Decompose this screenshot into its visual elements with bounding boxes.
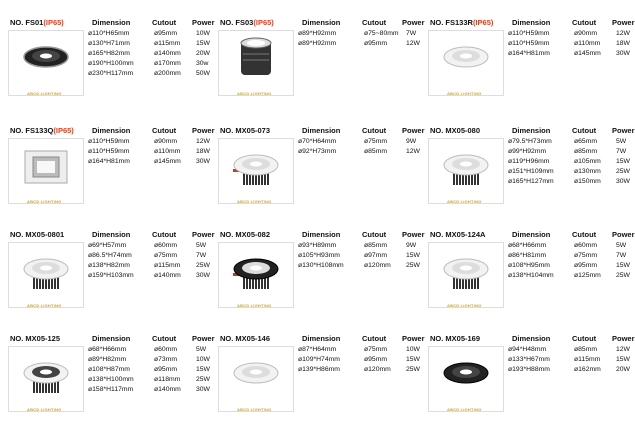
spec-row bbox=[4, 376, 214, 386]
power-value: 20W bbox=[616, 366, 630, 373]
spec-row bbox=[4, 158, 214, 168]
product-header bbox=[214, 16, 424, 28]
dimension-value: ø92*H73mm bbox=[298, 148, 337, 155]
product-header bbox=[214, 332, 424, 344]
dimension-value: ø87*H64mm bbox=[298, 346, 337, 353]
brand-logo: ABCD LIGHTING bbox=[237, 199, 272, 204]
power-value: 12W bbox=[616, 30, 630, 37]
product-name bbox=[430, 230, 485, 239]
cutout-value: ø75~80mm bbox=[364, 30, 399, 37]
cutout-header: Cutout bbox=[152, 230, 177, 239]
dimension-value: ø94*H48mm bbox=[508, 346, 547, 353]
power-value: 7W bbox=[616, 148, 627, 155]
dimension-value: ø110*H59mm bbox=[508, 40, 550, 47]
cutout-value: ø60mm bbox=[154, 242, 178, 249]
brand-logo: ABCD LIGHTING bbox=[27, 407, 62, 412]
cutout-value: ø162mm bbox=[574, 366, 601, 373]
cutout-value: ø75mm bbox=[154, 252, 178, 259]
cutout-value: ø140mm bbox=[154, 386, 181, 393]
dimension-header: Dimension bbox=[302, 126, 341, 135]
power-value: 50W bbox=[196, 70, 210, 77]
power-header: Power bbox=[192, 126, 215, 135]
product-model: MX05-0801 bbox=[25, 230, 65, 239]
cutout-value: ø97mm bbox=[364, 252, 388, 259]
dimension-value: ø190*H100mm bbox=[88, 60, 134, 67]
product-name bbox=[430, 18, 493, 27]
spec-row bbox=[214, 148, 424, 158]
brand-logo: ABCD LIGHTING bbox=[27, 303, 62, 308]
product-name bbox=[430, 126, 480, 135]
power-value: 5W bbox=[196, 346, 207, 353]
power-value: 7W bbox=[196, 252, 207, 259]
cutout-value: ø95mm bbox=[574, 262, 598, 269]
cutout-header: Cutout bbox=[362, 230, 387, 239]
cutout-value: ø115mm bbox=[574, 356, 601, 363]
spec-row bbox=[214, 242, 424, 252]
product-header bbox=[424, 332, 634, 344]
spec-row bbox=[4, 40, 214, 50]
cutout-header: Cutout bbox=[572, 18, 597, 27]
product-card bbox=[214, 228, 424, 324]
product-name bbox=[10, 18, 64, 27]
product-model: MX05-073 bbox=[235, 126, 271, 135]
product-no-label: NO. bbox=[10, 230, 26, 239]
power-value: 18W bbox=[616, 40, 630, 47]
power-header: Power bbox=[402, 18, 425, 27]
product-card bbox=[214, 332, 424, 428]
spec-row bbox=[214, 356, 424, 366]
spec-row bbox=[4, 30, 214, 40]
power-header: Power bbox=[192, 18, 215, 27]
product-model: FS03 bbox=[235, 18, 254, 27]
product-model: MX05-169 bbox=[445, 334, 481, 343]
cutout-value: ø60mm bbox=[154, 346, 178, 353]
power-value: 15W bbox=[616, 262, 630, 269]
dimension-value: ø108*H87mm bbox=[88, 366, 130, 373]
power-value: 15W bbox=[616, 356, 630, 363]
product-name bbox=[220, 334, 270, 343]
spec-row bbox=[4, 356, 214, 366]
spec-row bbox=[4, 148, 214, 158]
product-card bbox=[214, 16, 424, 112]
power-value: 10W bbox=[406, 346, 420, 353]
dimension-value: ø130*H71mm bbox=[88, 40, 130, 47]
brand-logo: ABCD LIGHTING bbox=[237, 407, 272, 412]
dimension-header: Dimension bbox=[512, 126, 551, 135]
power-header: Power bbox=[402, 334, 425, 343]
cutout-header: Cutout bbox=[362, 18, 387, 27]
product-card bbox=[4, 16, 214, 112]
spec-row bbox=[4, 242, 214, 252]
spec-row bbox=[424, 50, 634, 60]
spec-row bbox=[4, 70, 214, 80]
cutout-header: Cutout bbox=[572, 334, 597, 343]
product-model: MX05-080 bbox=[445, 126, 481, 135]
product-no-label: NO. bbox=[430, 126, 446, 135]
spec-row bbox=[214, 138, 424, 148]
power-value: 10W bbox=[196, 30, 210, 37]
product-no-label: NO. bbox=[220, 126, 236, 135]
cutout-value: ø110mm bbox=[574, 40, 601, 47]
product-header bbox=[4, 16, 214, 28]
power-value: 12W bbox=[406, 40, 420, 47]
dimension-header: Dimension bbox=[92, 126, 131, 135]
cutout-value: ø90mm bbox=[154, 138, 178, 145]
cutout-value: ø170mm bbox=[154, 60, 181, 67]
cutout-header: Cutout bbox=[572, 126, 597, 135]
dimension-header: Dimension bbox=[302, 334, 341, 343]
product-card bbox=[4, 124, 214, 220]
cutout-value: ø75mm bbox=[364, 346, 388, 353]
cutout-value: ø115mm bbox=[154, 262, 181, 269]
cutout-value: ø125mm bbox=[574, 272, 601, 279]
dimension-value: ø138*H104mm bbox=[508, 272, 554, 279]
cutout-value: ø60mm bbox=[574, 242, 598, 249]
spec-row bbox=[4, 50, 214, 60]
spec-row bbox=[424, 272, 634, 282]
brand-logo: ABCD LIGHTING bbox=[27, 91, 62, 96]
dimension-value: ø110*H59mm bbox=[508, 30, 550, 37]
power-value: 12W bbox=[616, 346, 630, 353]
power-value: 15W bbox=[406, 252, 420, 259]
dimension-value: ø89*H82mm bbox=[88, 356, 127, 363]
power-value: 12W bbox=[196, 138, 210, 145]
brand-logo: ABCD LIGHTING bbox=[447, 199, 482, 204]
product-no-label: NO. bbox=[220, 334, 236, 343]
power-value: 7W bbox=[406, 30, 417, 37]
dimension-value: ø89*H92mm bbox=[298, 40, 337, 47]
cutout-value: ø145mm bbox=[574, 50, 601, 57]
ip-rating: (IP65) bbox=[472, 18, 494, 27]
cutout-value: ø90mm bbox=[574, 30, 598, 37]
dimension-value: ø151*H109mm bbox=[508, 168, 554, 175]
dimension-value: ø158*H117mm bbox=[88, 386, 134, 393]
spec-row bbox=[4, 60, 214, 70]
cutout-value: ø85mm bbox=[574, 346, 598, 353]
dimension-value: ø89*H92mm bbox=[298, 30, 337, 37]
dimension-header: Dimension bbox=[302, 230, 341, 239]
product-name bbox=[10, 334, 60, 343]
product-name bbox=[10, 230, 64, 239]
product-header bbox=[4, 332, 214, 344]
dimension-value: ø133*H67mm bbox=[508, 356, 550, 363]
dimension-header: Dimension bbox=[92, 230, 131, 239]
product-model: MX05-146 bbox=[235, 334, 271, 343]
cutout-value: ø120mm bbox=[364, 262, 391, 269]
dimension-value: ø138*H100mm bbox=[88, 376, 134, 383]
cutout-value: ø140mm bbox=[154, 272, 181, 279]
dimension-header: Dimension bbox=[302, 18, 341, 27]
brand-logo: ABCD LIGHTING bbox=[447, 91, 482, 96]
product-no-label: NO. bbox=[10, 18, 26, 27]
power-value: 25W bbox=[616, 272, 630, 279]
ip-rating: (IP65) bbox=[253, 18, 274, 27]
power-value: 10W bbox=[196, 356, 210, 363]
dimension-value: ø99*H92mm bbox=[508, 148, 547, 155]
cutout-value: ø95mm bbox=[154, 366, 178, 373]
power-value: 30W bbox=[196, 386, 210, 393]
spec-row bbox=[424, 158, 634, 168]
cutout-value: ø85mm bbox=[364, 148, 388, 155]
power-value: 9W bbox=[406, 138, 417, 145]
spec-row bbox=[424, 242, 634, 252]
dimension-value: ø164*H81mm bbox=[88, 158, 130, 165]
power-value: 30w bbox=[196, 60, 209, 67]
dimension-value: ø70*H64mm bbox=[298, 138, 337, 145]
product-card bbox=[424, 228, 634, 324]
product-no-label: NO. bbox=[10, 334, 26, 343]
dimension-value: ø86*H81mm bbox=[508, 252, 547, 259]
power-value: 7W bbox=[616, 252, 627, 259]
product-card bbox=[424, 16, 634, 112]
spec-row bbox=[424, 366, 634, 376]
product-name bbox=[10, 126, 74, 135]
spec-row bbox=[214, 30, 424, 40]
cutout-value: ø105mm bbox=[574, 158, 601, 165]
spec-row bbox=[424, 168, 634, 178]
cutout-value: ø145mm bbox=[154, 158, 181, 165]
product-model: MX05-082 bbox=[235, 230, 271, 239]
product-model: MX05-125 bbox=[25, 334, 61, 343]
ip-rating: (IP65) bbox=[43, 18, 64, 27]
product-model: FS133Q bbox=[25, 126, 54, 135]
power-value: 5W bbox=[616, 242, 627, 249]
product-header bbox=[4, 228, 214, 240]
power-header: Power bbox=[192, 334, 215, 343]
product-no-label: NO. bbox=[430, 230, 446, 239]
brand-logo: ABCD LIGHTING bbox=[237, 91, 272, 96]
power-header: Power bbox=[612, 126, 635, 135]
spec-row bbox=[214, 252, 424, 262]
power-header: Power bbox=[612, 18, 635, 27]
dimension-value: ø68*H66mm bbox=[508, 242, 547, 249]
power-header: Power bbox=[402, 230, 425, 239]
power-value: 12W bbox=[406, 148, 420, 155]
cutout-header: Cutout bbox=[152, 126, 177, 135]
power-value: 25W bbox=[196, 262, 210, 269]
power-value: 25W bbox=[406, 262, 420, 269]
spec-row bbox=[424, 30, 634, 40]
product-name bbox=[430, 334, 480, 343]
spec-row bbox=[424, 148, 634, 158]
dimension-value: ø193*H88mm bbox=[508, 366, 550, 373]
product-card bbox=[4, 332, 214, 428]
cutout-value: ø115mm bbox=[154, 40, 181, 47]
dimension-header: Dimension bbox=[512, 334, 551, 343]
spec-row bbox=[424, 138, 634, 148]
spec-row bbox=[4, 346, 214, 356]
spec-row bbox=[4, 262, 214, 272]
cutout-value: ø95mm bbox=[364, 40, 388, 47]
dimension-value: ø164*H81mm bbox=[508, 50, 550, 57]
spec-row bbox=[424, 356, 634, 366]
cutout-header: Cutout bbox=[572, 230, 597, 239]
power-value: 15W bbox=[616, 158, 630, 165]
dimension-value: ø110*H59mm bbox=[88, 148, 130, 155]
power-value: 9W bbox=[406, 242, 417, 249]
product-card bbox=[424, 332, 634, 428]
power-value: 30W bbox=[196, 158, 210, 165]
product-card bbox=[4, 228, 214, 324]
power-value: 15W bbox=[196, 366, 210, 373]
cutout-value: ø95mm bbox=[364, 356, 388, 363]
spec-row bbox=[4, 366, 214, 376]
power-value: 25W bbox=[196, 376, 210, 383]
product-card bbox=[214, 124, 424, 220]
spec-row bbox=[4, 386, 214, 396]
dimension-header: Dimension bbox=[92, 18, 131, 27]
cutout-header: Cutout bbox=[152, 18, 177, 27]
dimension-value: ø86.5*H74mm bbox=[88, 252, 132, 259]
cutout-header: Cutout bbox=[362, 126, 387, 135]
dimension-value: ø109*H74mm bbox=[298, 356, 340, 363]
spec-row bbox=[4, 252, 214, 262]
power-value: 5W bbox=[616, 138, 627, 145]
spec-row bbox=[214, 346, 424, 356]
dimension-value: ø69*H57mm bbox=[88, 242, 127, 249]
spec-row bbox=[424, 262, 634, 272]
power-header: Power bbox=[612, 230, 635, 239]
dimension-value: ø105*H93mm bbox=[298, 252, 340, 259]
power-value: 30W bbox=[616, 178, 630, 185]
dimension-value: ø165*H127mm bbox=[508, 178, 554, 185]
power-value: 18W bbox=[196, 148, 210, 155]
brand-logo: ABCD LIGHTING bbox=[27, 199, 62, 204]
power-header: Power bbox=[402, 126, 425, 135]
spec-row bbox=[424, 252, 634, 262]
cutout-value: ø120mm bbox=[364, 366, 391, 373]
dimension-value: ø110*H59mm bbox=[88, 138, 130, 145]
dimension-value: ø138*H82mm bbox=[88, 262, 130, 269]
spec-row bbox=[214, 366, 424, 376]
spec-row bbox=[424, 178, 634, 188]
spec-row bbox=[214, 262, 424, 272]
dimension-value: ø139*H86mm bbox=[298, 366, 340, 373]
ip-rating: (IP65) bbox=[53, 126, 74, 135]
cutout-value: ø85mm bbox=[574, 148, 598, 155]
cutout-value: ø75mm bbox=[574, 252, 598, 259]
cutout-header: Cutout bbox=[152, 334, 177, 343]
brand-logo: ABCD LIGHTING bbox=[447, 407, 482, 412]
cutout-value: ø73mm bbox=[154, 356, 178, 363]
cutout-value: ø95mm bbox=[154, 30, 178, 37]
product-model: FS01 bbox=[25, 18, 44, 27]
power-value: 15W bbox=[196, 40, 210, 47]
dimension-header: Dimension bbox=[92, 334, 131, 343]
spec-row bbox=[424, 40, 634, 50]
product-name bbox=[220, 18, 274, 27]
power-value: 30W bbox=[616, 50, 630, 57]
product-header bbox=[214, 228, 424, 240]
dimension-value: ø119*H96mm bbox=[508, 158, 550, 165]
cutout-value: ø140mm bbox=[154, 50, 181, 57]
power-value: 20W bbox=[196, 50, 210, 57]
cutout-header: Cutout bbox=[362, 334, 387, 343]
cutout-value: ø130mm bbox=[574, 168, 601, 175]
brand-logo: ABCD LIGHTING bbox=[447, 303, 482, 308]
spec-row bbox=[424, 346, 634, 356]
dimension-value: ø108*H95mm bbox=[508, 262, 550, 269]
cutout-value: ø200mm bbox=[154, 70, 181, 77]
dimension-value: ø230*H117mm bbox=[88, 70, 134, 77]
cutout-value: ø110mm bbox=[154, 148, 181, 155]
power-value: 30W bbox=[196, 272, 210, 279]
dimension-header: Dimension bbox=[512, 230, 551, 239]
power-header: Power bbox=[192, 230, 215, 239]
product-name bbox=[220, 230, 270, 239]
dimension-value: ø93*H89mm bbox=[298, 242, 337, 249]
spec-row bbox=[4, 272, 214, 282]
cutout-value: ø85mm bbox=[364, 242, 388, 249]
dimension-value: ø79.5*H73mm bbox=[508, 138, 552, 145]
power-value: 25W bbox=[616, 168, 630, 175]
power-value: 5W bbox=[196, 242, 207, 249]
cutout-value: ø118mm bbox=[154, 376, 181, 383]
dimension-value: ø159*H103mm bbox=[88, 272, 134, 279]
dimension-header: Dimension bbox=[512, 18, 551, 27]
product-model: MX05-124A bbox=[445, 230, 486, 239]
dimension-value: ø68*H66mm bbox=[88, 346, 127, 353]
product-no-label: NO. bbox=[430, 18, 446, 27]
product-name bbox=[220, 126, 270, 135]
cutout-value: ø75mm bbox=[364, 138, 388, 145]
product-no-label: NO. bbox=[430, 334, 446, 343]
cutout-value: ø150mm bbox=[574, 178, 601, 185]
product-no-label: NO. bbox=[220, 18, 236, 27]
product-model: FS133R bbox=[445, 18, 473, 27]
cutout-value: ø65mm bbox=[574, 138, 598, 145]
dimension-value: ø165*H82mm bbox=[88, 50, 130, 57]
product-header bbox=[424, 228, 634, 240]
product-header bbox=[4, 124, 214, 136]
spec-row bbox=[4, 138, 214, 148]
brand-logo: ABCD LIGHTING bbox=[237, 303, 272, 308]
product-header bbox=[424, 16, 634, 28]
power-value: 15W bbox=[406, 356, 420, 363]
product-header bbox=[214, 124, 424, 136]
spec-row bbox=[214, 40, 424, 50]
dimension-value: ø130*H108mm bbox=[298, 262, 344, 269]
dimension-value: ø110*H65mm bbox=[88, 30, 130, 37]
product-card bbox=[424, 124, 634, 220]
power-value: 25W bbox=[406, 366, 420, 373]
product-no-label: NO. bbox=[220, 230, 236, 239]
product-header bbox=[424, 124, 634, 136]
product-no-label: NO. bbox=[10, 126, 26, 135]
power-header: Power bbox=[612, 334, 635, 343]
